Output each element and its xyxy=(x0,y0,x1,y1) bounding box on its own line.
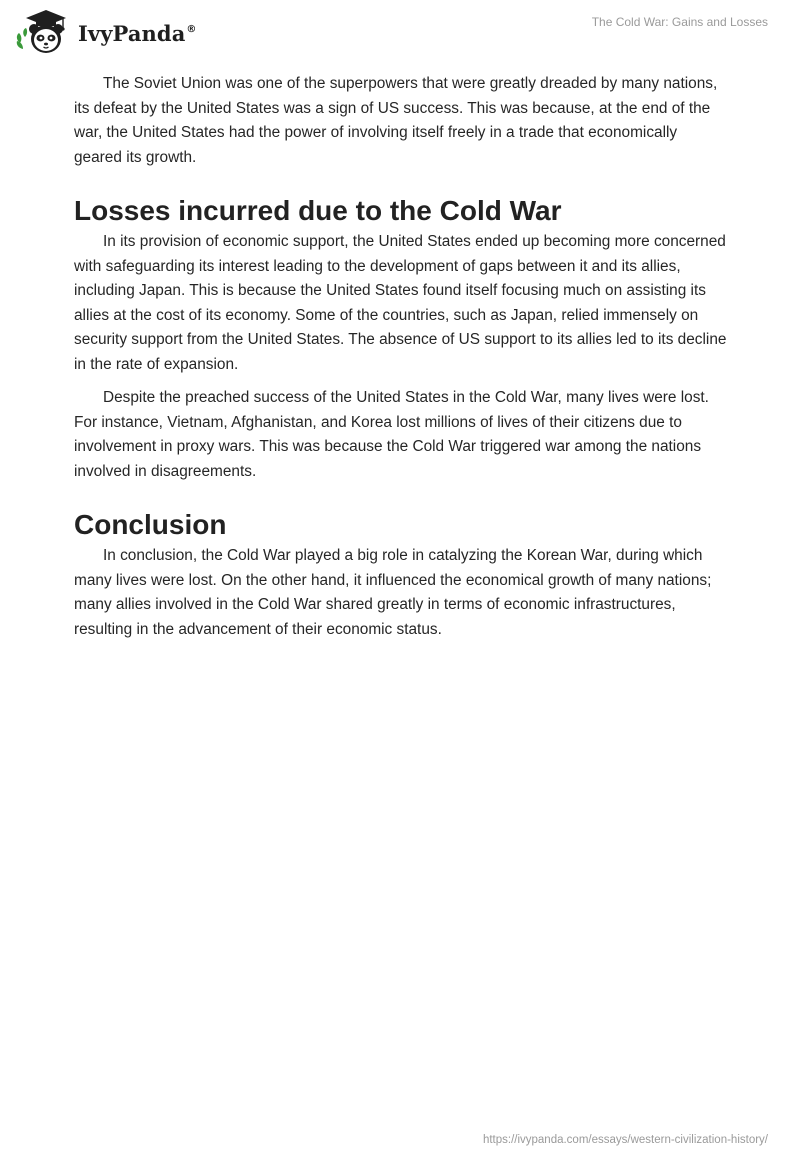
page-header xyxy=(0,0,800,64)
brand-name xyxy=(78,21,197,46)
registered-mark: ® xyxy=(186,23,197,35)
source-url-link[interactable]: https://ivypanda.com/essays/western-civilization-history/ xyxy=(482,1134,768,1146)
ivypanda-logo[interactable] xyxy=(14,7,197,57)
conclusion-paragraph: In conclusion, the Cold War played a big role in catalyzing the Korean War, during which many lives were lost. On the other hand, it influenced the economical growth of many nations; many allies involved in the Cold War shared greatly in terms of economic infrastructures, resulting in the advancement of their economic status. xyxy=(74,547,712,638)
essay-body xyxy=(74,72,728,642)
losses-paragraph-1: In its provision of economic support, the United States ended up becoming more concerned with safeguarding its interest leading to the development of gaps between it and its allies, including Japan. This is because the United States found itself focusing much on assisting its allies at the cost of its economy. Some of the countries, such as Japan, relied immensely on security support from the United States. The absence of US support to its allies led to its decline in the rate of expansion. xyxy=(74,233,727,373)
panda-graduate-icon xyxy=(14,7,76,57)
intro-paragraph: The Soviet Union was one of the superpowers that were greatly dreaded by many nations, its defeat by the United States was a sign of US success. This was because, at the end of the war, the United States had the power of involving itself freely in a trade that economically geared its growth. xyxy=(74,75,718,166)
brand-name-text: IvyPanda xyxy=(78,20,186,46)
losses-paragraph-2: Despite the preached success of the United States in the Cold War, many lives were lost. For instance, Vietnam, Afghanistan, and Korea lost millions of lives of their citizens due to involvement in proxy wars. This was because the Cold War triggered war among the nations involved in disagreements. xyxy=(74,389,709,480)
document-title: The Cold War: Gains and Losses xyxy=(591,15,768,29)
section-heading-losses: Losses incurred due to the Cold War xyxy=(74,195,562,226)
section-heading-conclusion: Conclusion xyxy=(74,509,227,540)
